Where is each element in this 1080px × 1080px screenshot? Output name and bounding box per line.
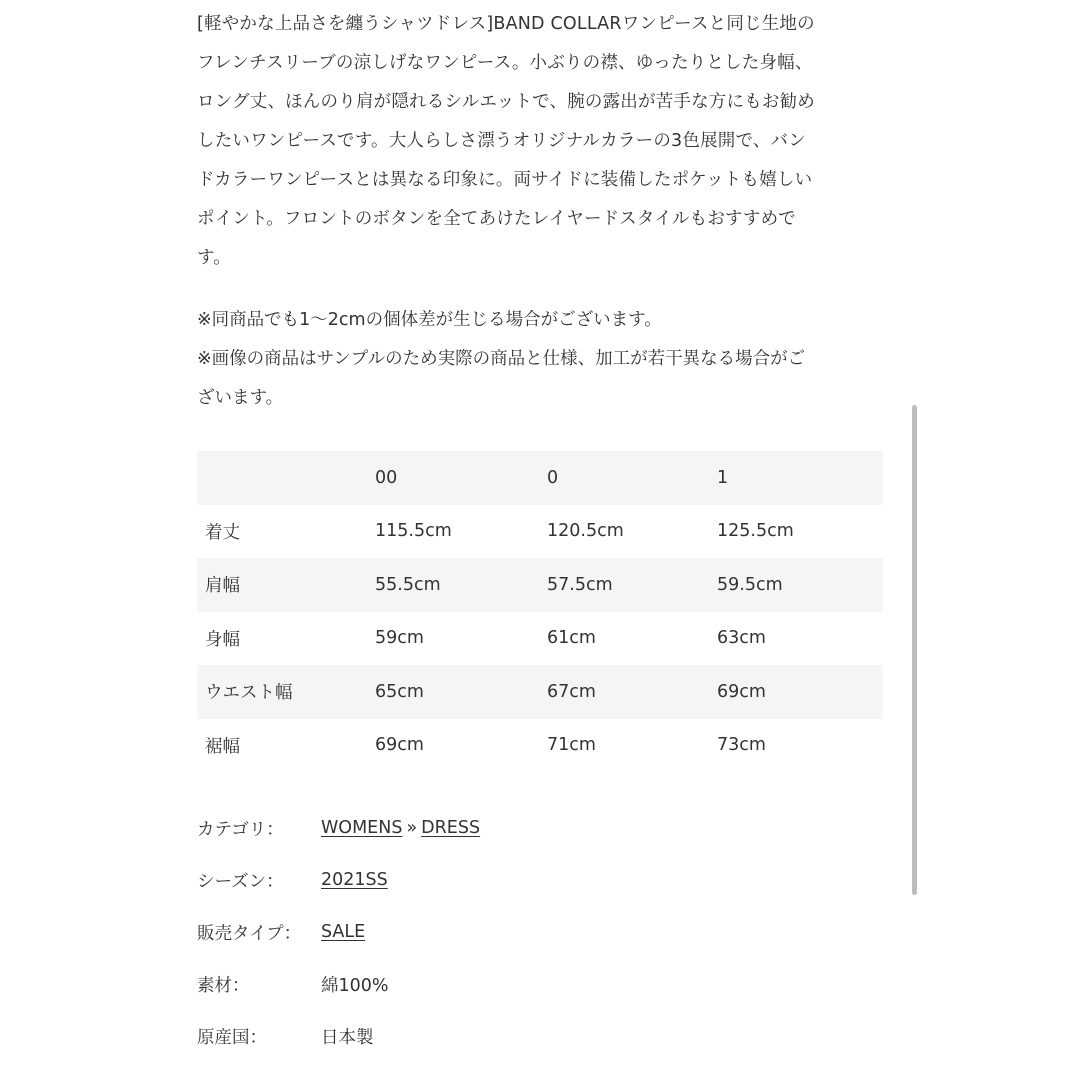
size-table-header	[197, 451, 883, 505]
note-line: ざいます。	[197, 388, 284, 408]
meta-value	[321, 870, 388, 890]
meta-category	[197, 802, 480, 854]
row-label: ウエスト幅	[205, 683, 293, 704]
size-table	[197, 451, 883, 772]
description-line: ポイント。フロントのボタンを全てあけたレイヤードスタイルもおすすめで	[197, 209, 796, 229]
row-label: 身幅	[205, 629, 240, 650]
breadcrumb-separator: »	[406, 818, 418, 838]
row-value: 125.5cm	[717, 521, 794, 542]
row-label: 肩幅	[205, 576, 240, 597]
description-line: したいワンピースです。大人らしさ漂うオリジナルカラーの3色展開で、バン	[197, 131, 806, 151]
row-value: 65cm	[375, 681, 424, 702]
material-value: 綿100%	[321, 975, 389, 996]
description-line: す。	[197, 248, 231, 268]
header-cell-size-00: 00	[375, 467, 398, 488]
row-value: 59.5cm	[717, 574, 783, 595]
description-line: フレンチスリーブの涼しげなワンピース。小ぶりの襟、ゆったりとした身幅、	[197, 53, 813, 73]
note-line: ※同商品でも1〜2cmの個体差が生じる場合がございます。	[197, 310, 662, 330]
meta-label: シーズン：	[197, 871, 284, 892]
header-cell-size-1: 1	[717, 467, 729, 488]
description-line: ドカラーワンピースとは異なる印象に。両サイドに装備したポケットも嬉しい	[197, 170, 813, 190]
row-value: 120.5cm	[547, 521, 624, 542]
product-notes	[197, 301, 887, 418]
category-link-dress[interactable]: DRESS	[421, 818, 481, 838]
meta-label: 原産国：	[197, 1027, 267, 1048]
row-value: 61cm	[547, 628, 596, 649]
meta-material	[197, 958, 480, 1010]
meta-value	[321, 922, 365, 942]
row-value: 69cm	[375, 735, 424, 756]
meta-label: カテゴリ：	[197, 819, 284, 840]
row-label: 着丈	[205, 522, 240, 543]
product-meta	[197, 802, 480, 1062]
row-label: 裾幅	[205, 736, 240, 757]
meta-season	[197, 854, 480, 906]
row-value: 55.5cm	[375, 574, 441, 595]
row-value: 63cm	[717, 628, 766, 649]
scrollbar[interactable]	[912, 405, 917, 895]
product-description	[197, 0, 887, 278]
table-row	[197, 612, 883, 666]
row-value: 115.5cm	[375, 521, 452, 542]
note-line: ※画像の商品はサンプルのため実際の商品と仕様、加工が若干異なる場合がご	[197, 349, 806, 369]
meta-label: 販売タイプ：	[197, 923, 302, 944]
row-value: 59cm	[375, 628, 424, 649]
row-value: 71cm	[547, 735, 596, 756]
description-line: ロング丈、ほんのり肩が隠れるシルエットで、腕の露出が苦手な方にもお勧め	[197, 92, 816, 112]
row-value: 69cm	[717, 681, 766, 702]
row-value: 57.5cm	[547, 574, 613, 595]
header-cell	[197, 451, 375, 505]
meta-label: 素材：	[197, 975, 250, 996]
season-link[interactable]: 2021SS	[321, 870, 388, 890]
row-value: 73cm	[717, 735, 766, 756]
table-row	[197, 505, 883, 559]
header-cell-size-0: 0	[547, 467, 559, 488]
table-row	[197, 558, 883, 612]
table-row	[197, 719, 883, 773]
origin-value: 日本製	[321, 1027, 374, 1048]
meta-sale-type	[197, 906, 480, 958]
meta-value	[321, 818, 480, 838]
category-link-womens[interactable]: WOMENS	[321, 818, 403, 838]
meta-origin	[197, 1010, 480, 1062]
product-detail	[197, 0, 887, 1048]
row-value: 67cm	[547, 681, 596, 702]
sale-type-link[interactable]: SALE	[321, 922, 366, 942]
table-row	[197, 665, 883, 719]
description-line: [軽やかな上品さを纏うシャツドレス]BAND COLLARワンピースと同じ生地の	[197, 14, 815, 34]
